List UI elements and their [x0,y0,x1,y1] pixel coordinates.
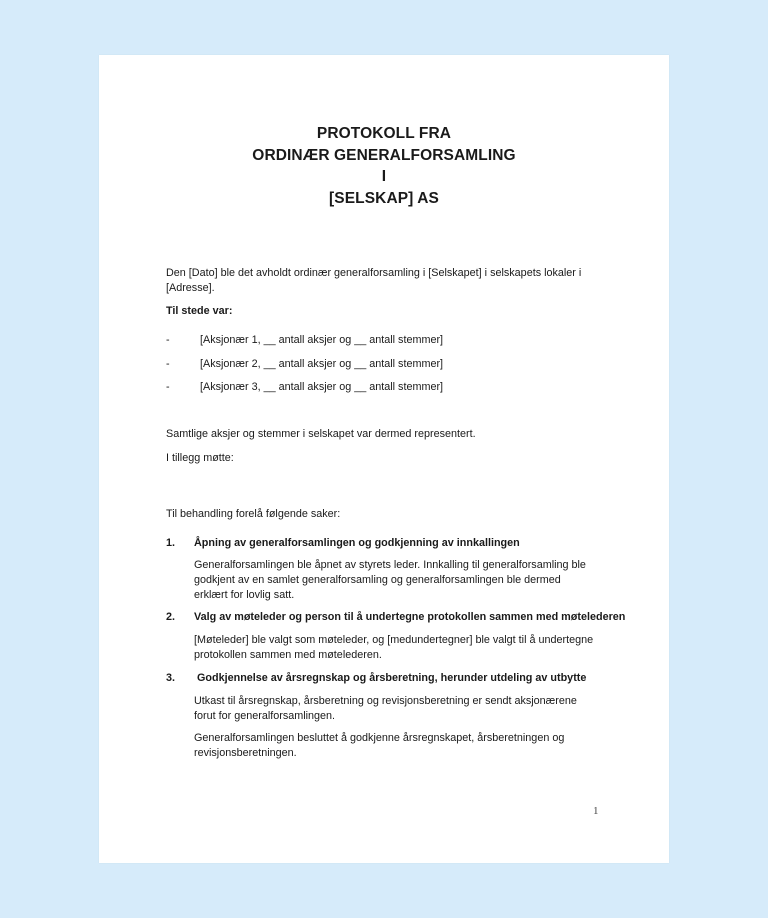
agenda-intro: Til behandling forelå følgende saker: [166,508,341,520]
title-line-2: ORDINÆR GENERALFORSAMLING [252,146,516,164]
attendee-text: [Aksjonær 1, __ antall aksjer og __ antall stemmer] [200,334,444,346]
item-title: Åpning av generalforsamlingen og godkjenning av innkallingen [194,537,520,549]
agenda-item-paragraph: Generalforsamlingen ble åpnet av styrets leder. Innkalling til generalforsamling ble godkjent av en samlet generalforsamling og generalforsamlingen ble dermed erklært for lovlig satt. [194,559,586,601]
document-page [99,55,669,863]
item-number: 2. [166,611,176,623]
attendee-text: [Aksjonær 2, __ antall aksjer og __ antall stemmer] [200,358,444,370]
list-dash: - [166,334,170,346]
page-number: 1 [593,805,599,817]
item-number: 1. [166,537,176,549]
title-line-3: I [381,168,387,185]
title-line-4: [SELSKAP] AS [329,189,439,207]
list-dash: - [166,358,170,370]
intro-paragraph: Den [Dato] ble det avholdt ordinær generalforsamling i [Selskapet] i selskapets lokaler i [Adresse]. [166,267,582,294]
item-title: Valg av møteleder og person til å undertegne protokollen sammen med møtelederen [194,611,626,623]
present-heading: Til stede var: [166,305,233,317]
document-title [99,123,669,209]
agenda-item-paragraph: [Møteleder] ble valgt som møteleder, og [medundertegner] ble valgt til å undertegne protokollen sammen med møtelederen. [194,634,594,661]
list-dash: - [166,381,170,393]
agenda-item-paragraph: Utkast til årsregnskap, årsberetning og revisjonsberetning er sendt aksjonærene forut for generalforsamlingen. [194,695,577,722]
represented-statement: Samtlige aksjer og stemmer i selskapet var dermed representert. [166,428,476,440]
also-attended-label: I tillegg møtte: [166,452,234,464]
agenda-item-paragraph: Generalforsamlingen besluttet å godkjenne årsregnskapet, årsberetningen og revisjonsberetningen. [194,732,565,759]
item-number: 3. [166,672,176,684]
item-title: Godkjennelse av årsregnskap og årsberetning, herunder utdeling av utbytte [197,672,587,684]
title-line-1: PROTOKOLL FRA [316,125,452,142]
attendee-text: [Aksjonær 3, __ antall aksjer og __ antall stemmer] [200,381,444,393]
